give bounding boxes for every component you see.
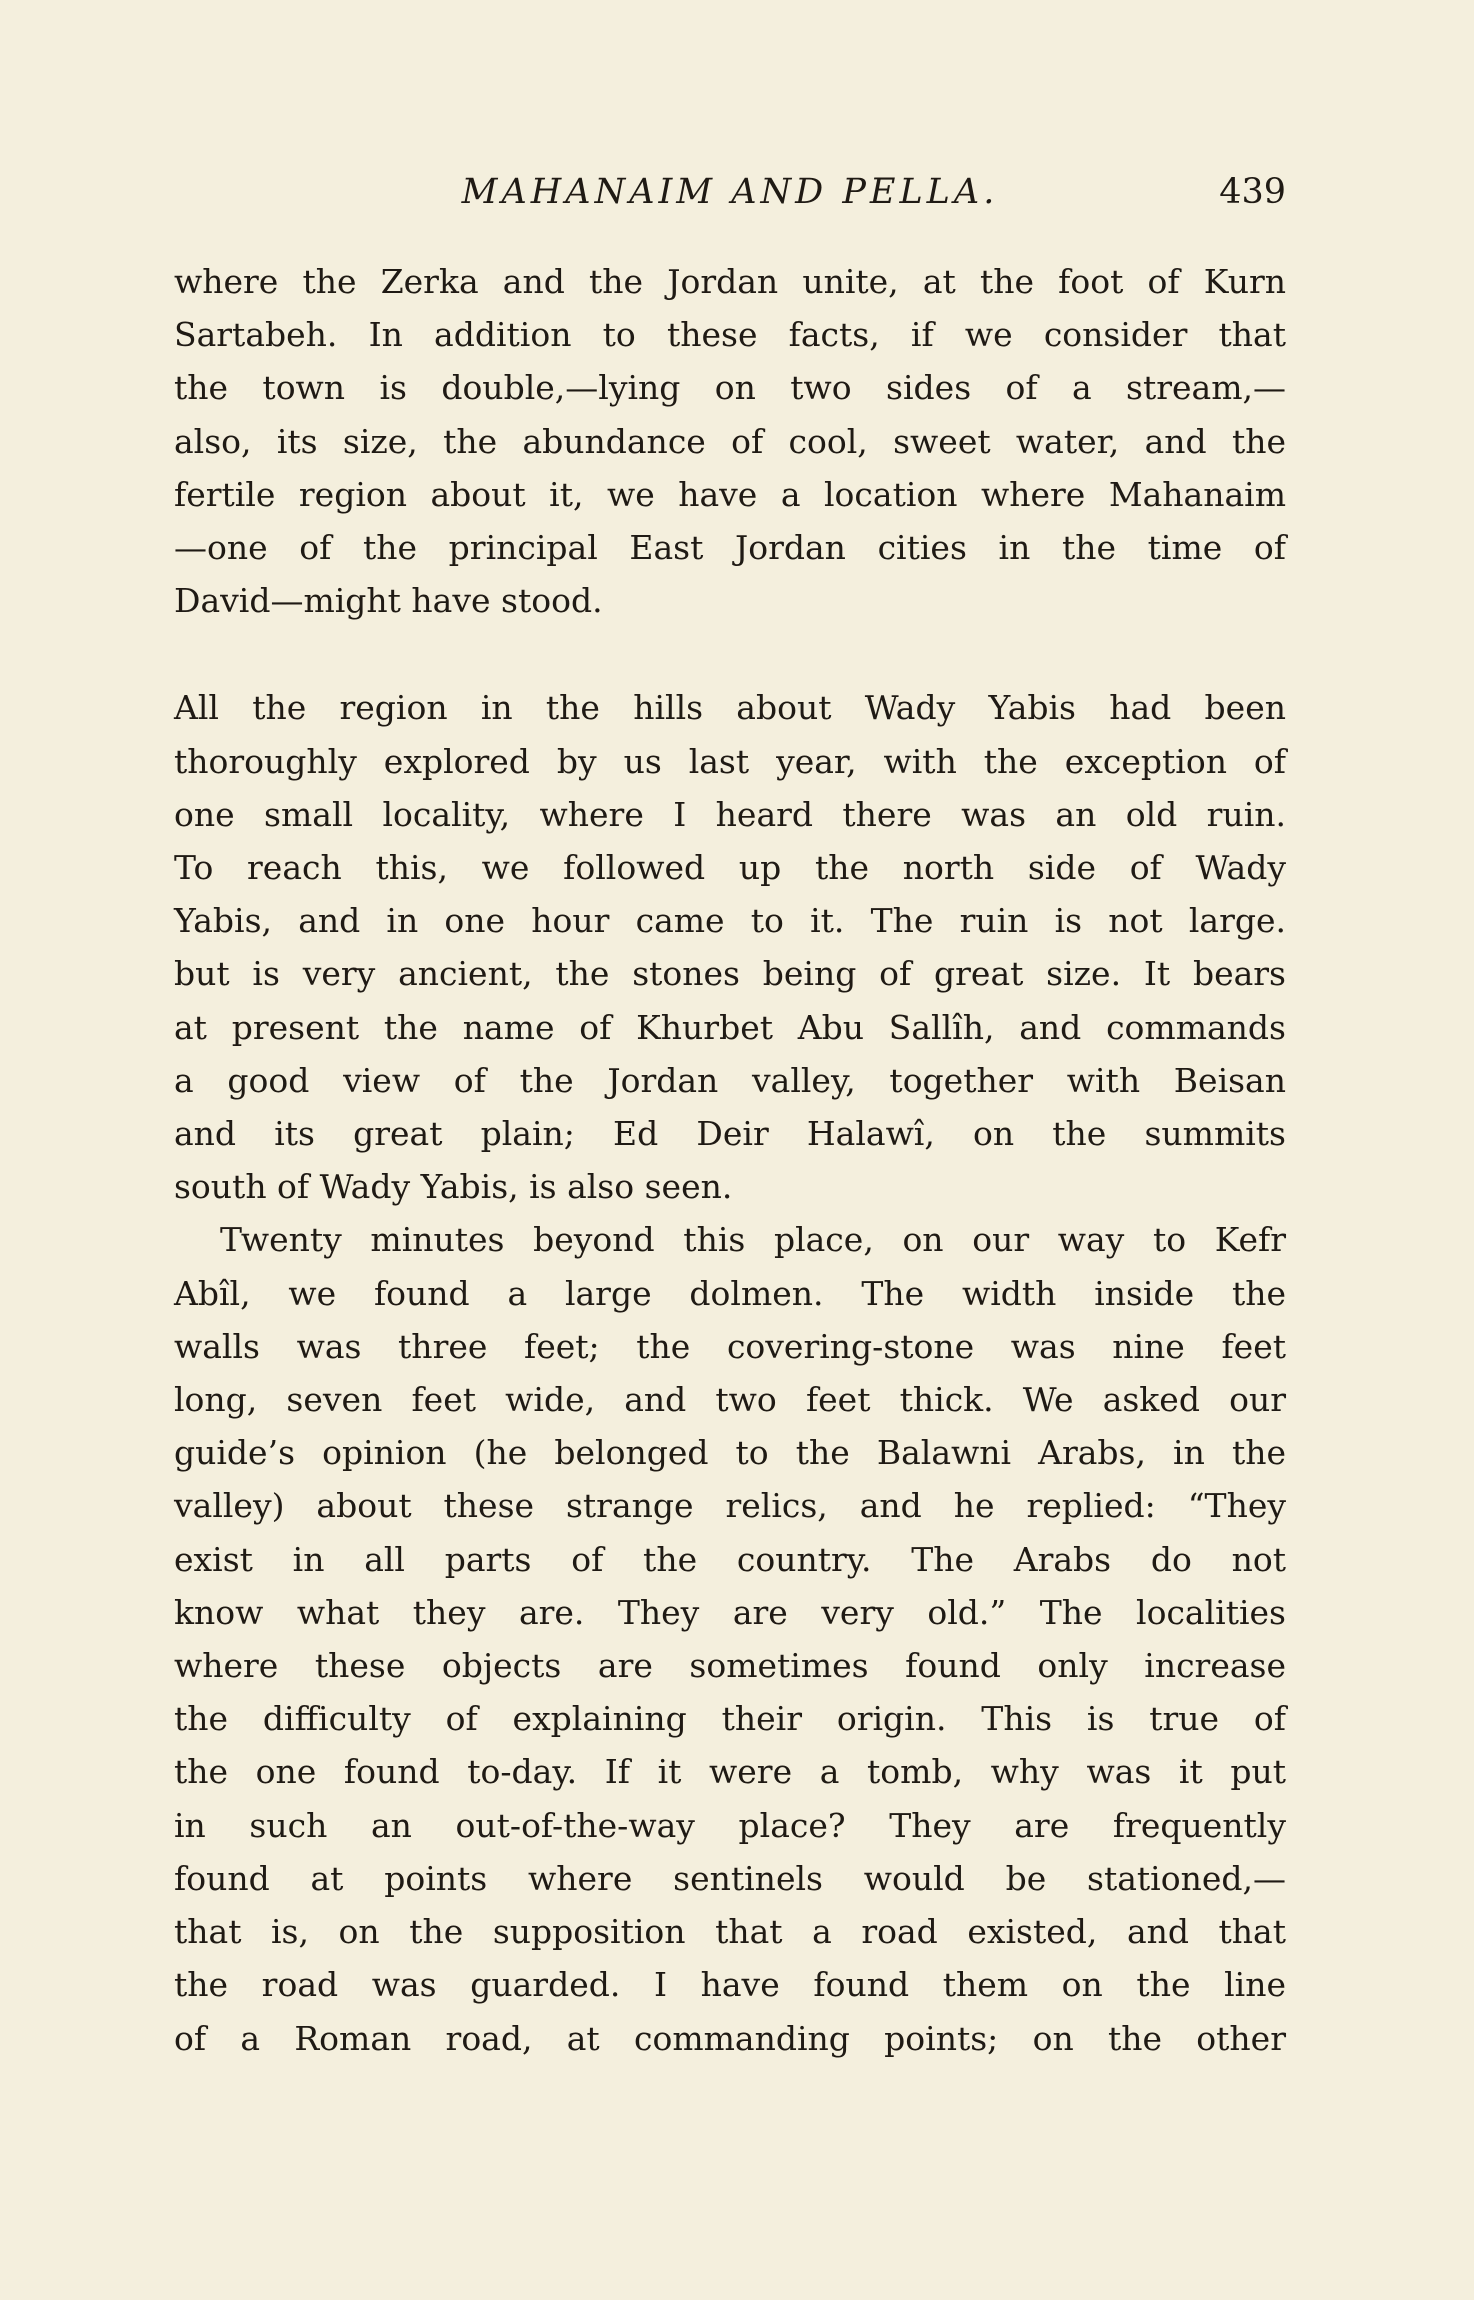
text-line: also, its size, the abundance of cool, sweet water, and the: [174, 421, 1286, 461]
paragraph-3: [174, 1213, 1286, 2064]
text-line: where the Zerka and the Jordan unite, at the foot of Kurn: [174, 262, 1286, 301]
text-line: —one of the principal East Jordan cities in the time of: [174, 528, 1286, 568]
text-line: David—might have stood.: [174, 581, 603, 621]
text-line: in such an out-of-the-way place? They are frequently: [174, 1805, 1286, 1845]
text-line: Abîl, we found a large dolmen. The width inside the: [174, 1273, 1286, 1313]
text-line: found at points where sentinels would be stationed,—: [174, 1858, 1286, 1898]
text-line: To reach this, we followed up the north side of Wady: [174, 848, 1286, 888]
page-header: [174, 168, 1286, 228]
text-line: Sartabeh. In addition to these facts, if we consider that: [174, 315, 1286, 355]
text-line: know what they are. They are very old.” The localities: [174, 1592, 1286, 1632]
text-line: one small locality, where I heard there was an old ruin.: [174, 794, 1286, 834]
text-line: thoroughly explored by us last year, with the exception of: [174, 741, 1286, 781]
text-line: at present the name of Khurbet Abu Sallîh, and commands: [174, 1007, 1286, 1047]
text-line: but is very ancient, the stones being of great size. It bears: [174, 954, 1286, 994]
text-line: that is, on the supposition that a road existed, and that: [174, 1912, 1286, 1952]
text-line: long, seven feet wide, and two feet thick. We asked our: [174, 1380, 1286, 1420]
section-break: [174, 627, 1286, 681]
paragraph-1: [174, 255, 1286, 627]
text-line: where these objects are sometimes found only increase: [174, 1646, 1286, 1686]
text-line: and its great plain; Ed Deir Halawî, on the summits: [174, 1114, 1286, 1154]
text-line: of a Roman road, at commanding points; on the other: [174, 2018, 1286, 2058]
text-line: the one found to-day. If it were a tomb, why was it put: [174, 1752, 1286, 1792]
text-line: a good view of the Jordan valley, together with Beisan: [174, 1060, 1286, 1100]
text-line: the difficulty of explaining their origin. This is true of: [174, 1699, 1286, 1739]
text-line: walls was three feet; the covering-stone was nine feet: [174, 1326, 1286, 1366]
body-text: [174, 255, 1286, 2065]
page-number: 439: [1219, 172, 1286, 212]
text-line: Yabis, and in one hour came to it. The ruin is not large.: [174, 901, 1286, 941]
text-line: All the region in the hills about Wady Yabis had been: [174, 688, 1286, 728]
text-line: the town is double,—lying on two sides of a stream,—: [174, 368, 1286, 408]
running-title: MAHANAIM AND PELLA.: [461, 172, 999, 212]
text-line: fertile region about it, we have a location where Mahanaim: [174, 474, 1286, 514]
text-line: south of Wady Yabis, is also seen.: [174, 1167, 733, 1207]
text-line: exist in all parts of the country. The Arabs do not: [174, 1539, 1286, 1579]
text-line: the road was guarded. I have found them on the line: [174, 1965, 1286, 2005]
text-line: Twenty minutes beyond this place, on our way to Kefr: [220, 1220, 1286, 1260]
paragraph-2: [174, 681, 1286, 1213]
text-line: guide’s opinion (he belonged to the Balawni Arabs, in the: [174, 1433, 1286, 1473]
text-line: valley) about these strange relics, and he replied: “They: [174, 1486, 1286, 1526]
